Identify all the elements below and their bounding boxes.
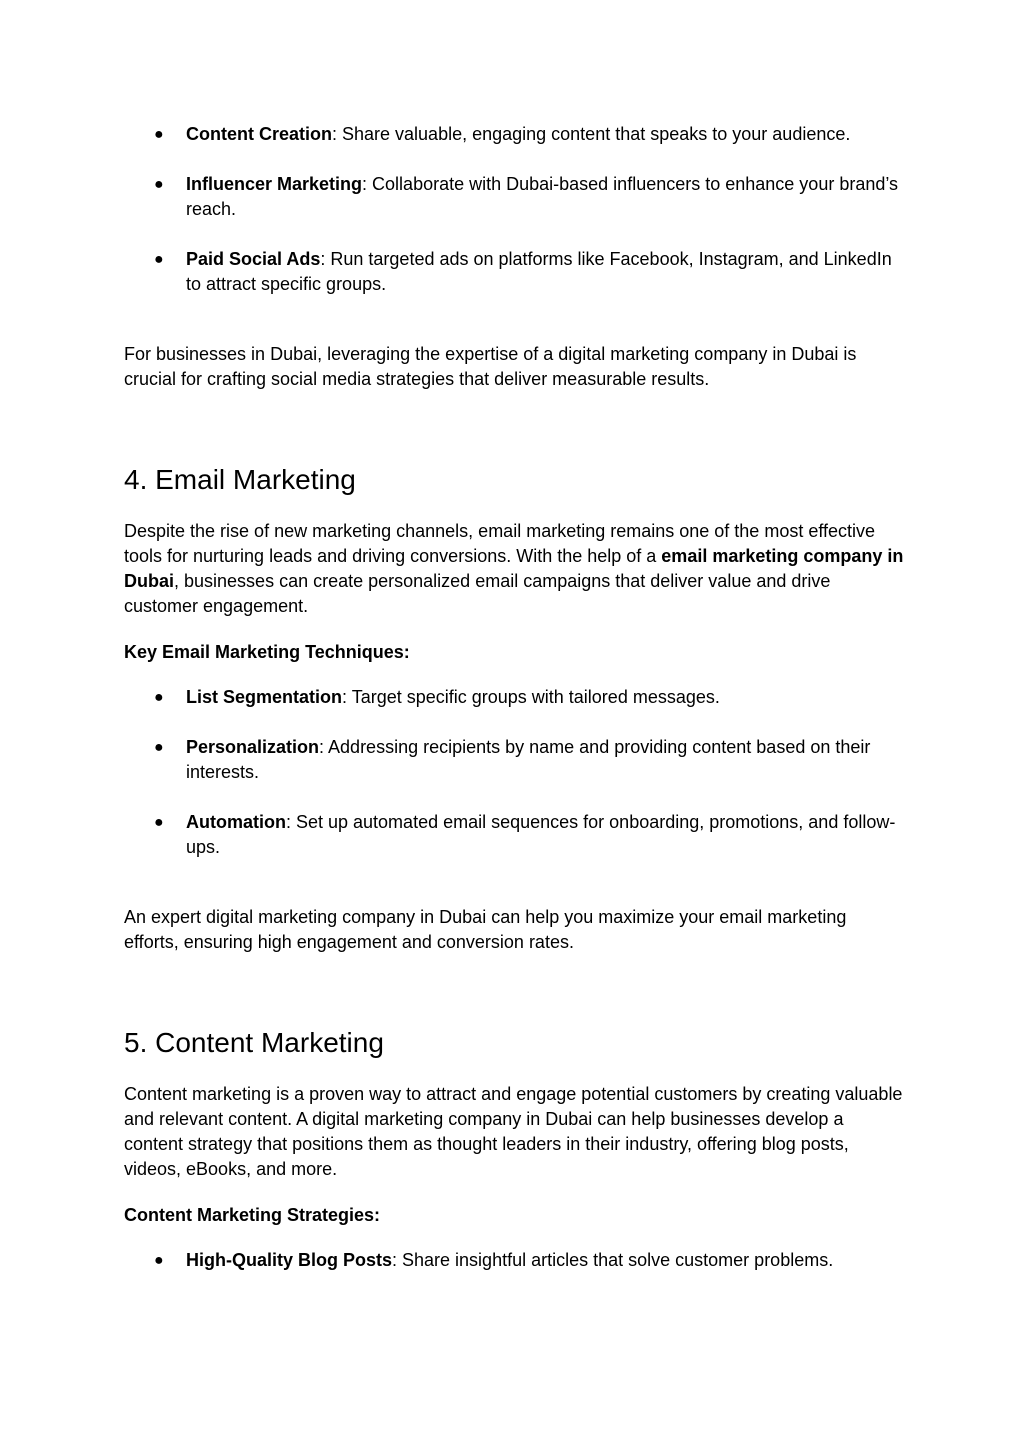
content-subheading: Content Marketing Strategies:	[124, 1205, 381, 1225]
bullet-icon: ●	[154, 251, 164, 268]
list-item-term: Personalization	[186, 737, 320, 757]
email-intro-bold: email marketing company in Dubai	[124, 546, 904, 591]
list-item	[154, 172, 904, 222]
list-item	[154, 247, 904, 297]
bullet-icon: ●	[154, 126, 164, 143]
bullet-icon: ●	[154, 176, 164, 193]
section-heading-content: 5. Content Marketing	[124, 1027, 384, 1058]
email-intro-text: , businesses can create personalized email campaigns that deliver value and drive customer engagement.	[124, 571, 831, 616]
list-item-term: Influencer Marketing	[186, 174, 363, 194]
list-item-term: High-Quality Blog Posts	[186, 1250, 393, 1270]
social-closing-paragraph: For businesses in Dubai, leveraging the expertise of a digital marketing company in Dubai is crucial for crafting social media strategies that deliver measurable results.	[124, 344, 857, 389]
list-item	[154, 735, 904, 785]
list-item-text: : Run targeted ads on platforms like Facebook, Instagram, and LinkedIn to attract specific groups.	[186, 249, 892, 294]
list-item-text: : Share valuable, engaging content that speaks to your audience.	[332, 124, 851, 144]
email-subheading: Key Email Marketing Techniques:	[124, 642, 410, 662]
bullet-icon: ●	[154, 1252, 164, 1269]
list-item	[154, 122, 904, 147]
bullet-icon: ●	[154, 689, 164, 706]
list-item	[154, 810, 904, 860]
section-heading-email: 4. Email Marketing	[124, 464, 356, 495]
bullet-icon: ●	[154, 739, 164, 756]
list-item-text: : Addressing recipients by name and providing content based on their interests.	[186, 737, 871, 782]
list-item-text: : Set up automated email sequences for onboarding, promotions, and follow-ups.	[186, 812, 896, 857]
list-item-text: : Share insightful articles that solve customer problems.	[392, 1250, 834, 1270]
list-item-term: Content Creation	[186, 124, 332, 144]
content-intro-paragraph: Content marketing is a proven way to attract and engage potential customers by creating valuable and relevant content. A digital marketing company in Dubai can help businesses develop a content strategy that positions them as thought leaders in their industry, offering blog posts, videos, eBooks, and more.	[124, 1084, 903, 1179]
list-item-term: Paid Social Ads	[186, 249, 321, 269]
list-item	[154, 1248, 904, 1273]
list-item-term: List Segmentation	[186, 687, 343, 707]
list-item	[154, 685, 904, 710]
email-intro-paragraph	[124, 519, 904, 619]
list-item-text: : Collaborate with Dubai-based influencers to enhance your brand’s reach.	[186, 174, 899, 219]
email-intro-text: Despite the rise of new marketing channels, email marketing remains one of the most effective tools for nurturing leads and driving conversions. With the help of a	[124, 521, 876, 566]
email-closing-paragraph: An expert digital marketing company in Dubai can help you maximize your email marketing efforts, ensuring high engagement and conversion rates.	[124, 907, 847, 952]
list-item-term: Automation	[186, 812, 286, 832]
list-item-text: : Target specific groups with tailored messages.	[342, 687, 720, 707]
bullet-icon: ●	[154, 814, 164, 831]
